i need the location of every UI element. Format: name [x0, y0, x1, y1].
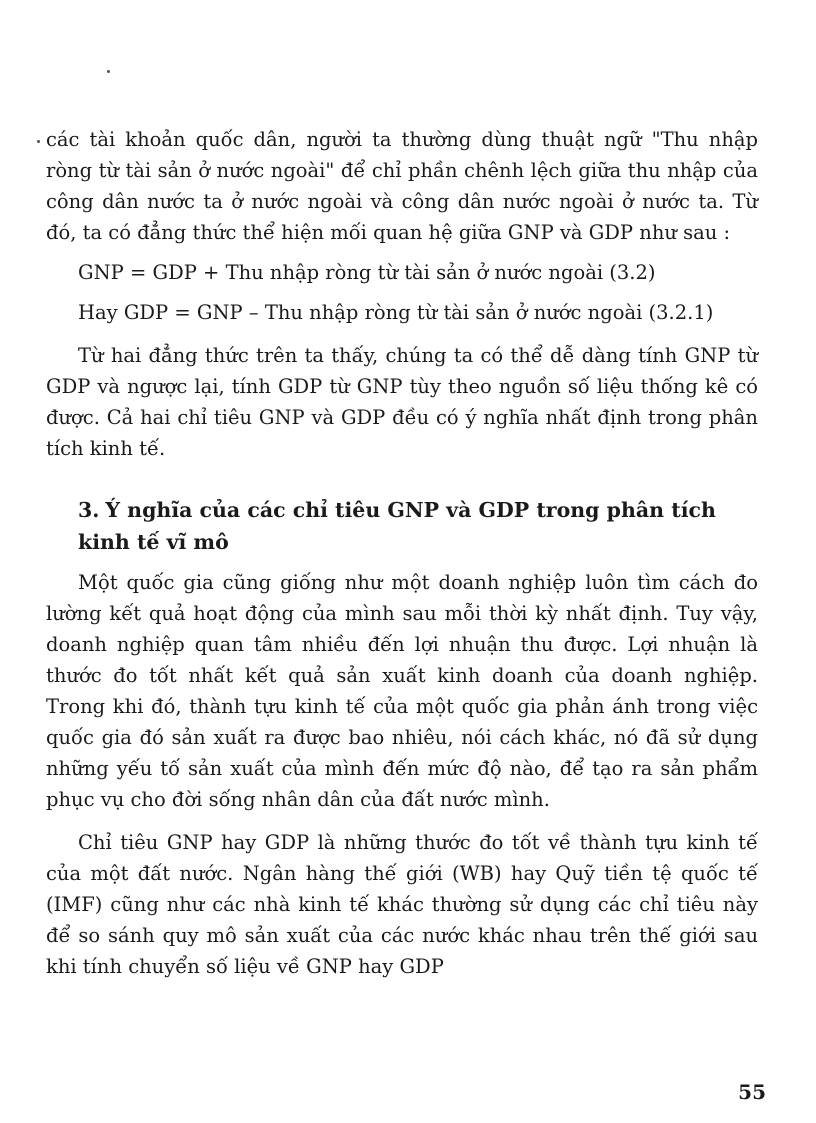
section-heading	[46, 494, 758, 558]
scan-speck	[37, 140, 40, 143]
paragraph-national-performance: Một quốc gia cũng giống như một doanh nghiệp luôn tìm cách đo lường kết quả hoạt động của mình sau mỗi thời kỳ nhất định. Tuy vậy, doanh nghiệp quan tâm nhiều đến lợi nhuận thu được. Lợi nhuận là thước đo tốt nhất kết quả sản xuất kinh doanh của doanh nghiệp. Trong khi đó, thành tựu kinh tế của một quốc gia phản ánh trong việc quốc gia đó sản xuất ra được bao nhiêu, nói cách khác, nó đã sử dụng những yếu tố sản xuất của mình đến mức độ nào, để tạo ra sản phẩm phục vụ cho đời sống nhân dân của đất nước mình.	[46, 571, 758, 811]
paragraph-conversion: Từ hai đẳng thức trên ta thấy, chúng ta có thể dễ dàng tính GNP từ GDP và ngược lại, tính GDP từ GNP tùy theo nguồn số liệu thống kê có được. Cả hai chỉ tiêu GNP và GDP đều có ý nghĩa nhất định trong phân tích kinh tế.	[46, 344, 758, 460]
paragraph-continued: các tài khoản quốc dân, người ta thường dùng thuật ngữ "Thu nhập ròng từ tài sản ở nước ngoài" để chỉ phần chênh lệch giữa thu nhập của công dân nước ta ở nước ngoài và công dân nước ngoài ở nước ta. Từ đó, ta có đẳng thức thể hiện mối quan hệ giữa GNP và GDP như sau :	[46, 128, 758, 244]
page-body	[46, 124, 758, 982]
page-number: 55	[738, 1080, 766, 1104]
scan-speck	[107, 70, 110, 73]
section-number: 3.	[78, 498, 100, 522]
paragraph-gnp-gdp-measures: Chỉ tiêu GNP hay GDP là những thước đo tốt về thành tựu kinh tế của một đất nước. Ngân hàng thế giới (WB) hay Quỹ tiền tệ quốc tế (IMF) cũng như các nhà kinh tế khác thường sử dụng các chỉ tiêu này để so sánh quy mô sản xuất của các nước khác nhau trên thế giới sau khi tính chuyển số liệu về GNP hay GDP	[46, 831, 758, 978]
equation-3-2: GNP = GDP + Thu nhập ròng từ tài sản ở nước ngoài (3.2)	[78, 261, 656, 284]
equation-3-2-1: Hay GDP = GNP – Thu nhập ròng từ tài sản ở nước ngoài (3.2.1)	[78, 301, 714, 324]
section-title: Ý nghĩa của các chỉ tiêu GNP và GDP trong phân tích kinh tế vĩ mô	[78, 498, 716, 554]
